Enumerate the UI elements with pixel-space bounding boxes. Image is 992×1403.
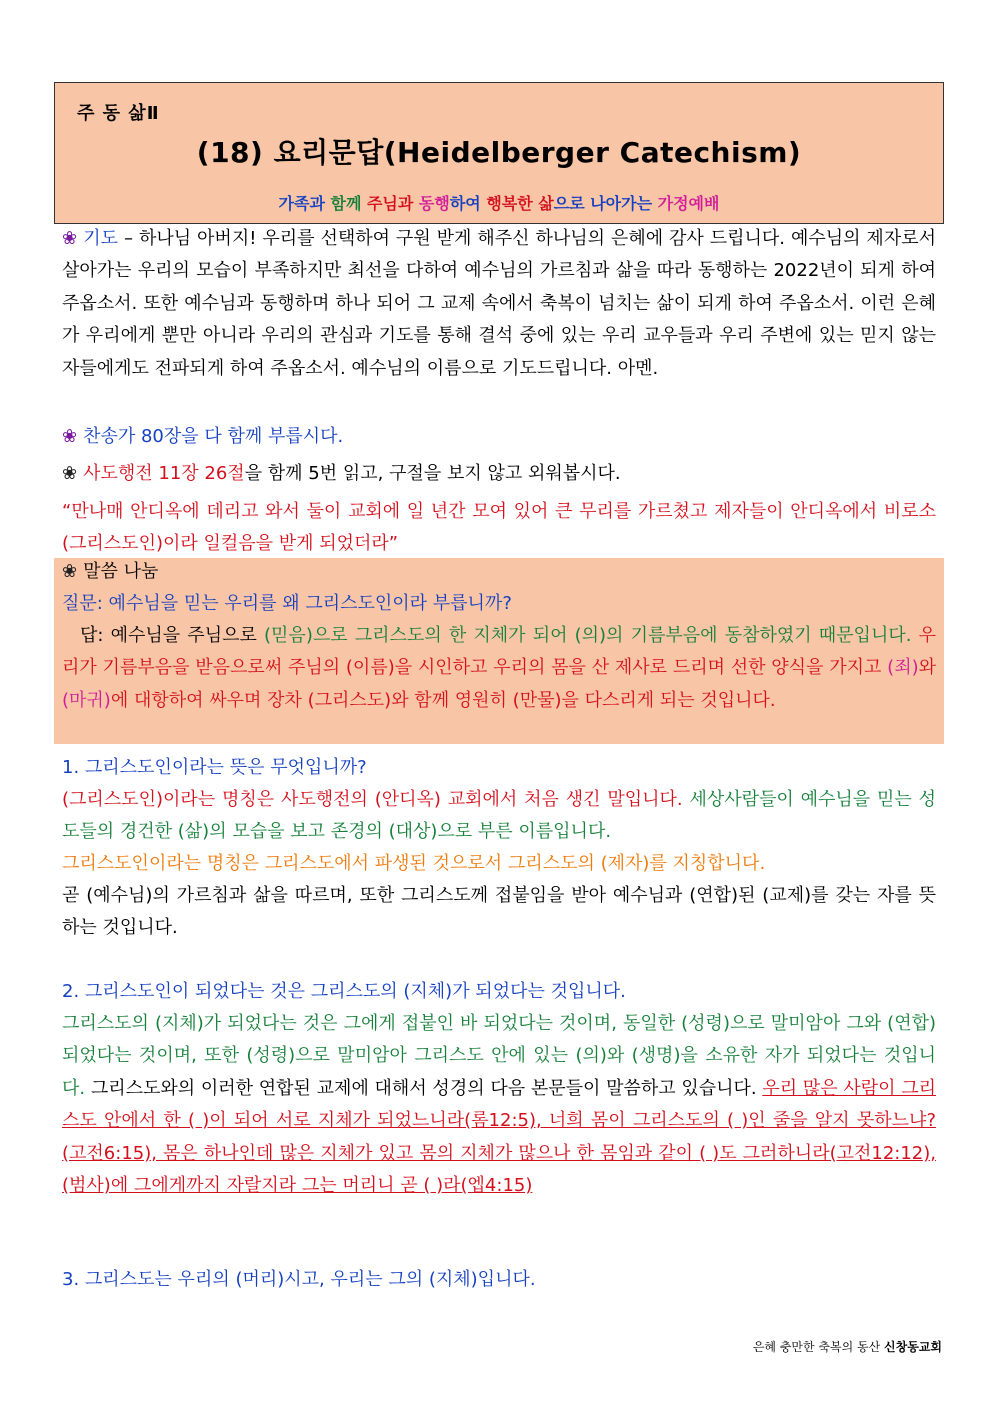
- memory-verse: “만나매 안디옥에 데리고 와서 둘이 교회에 일 년간 모여 있어 큰 무리를 가르쳤고 제자들이 안디옥에서 비로소 (그리스도인)이라 일컬음을 받게 되었더라”: [62, 501, 936, 555]
- prayer-text: – 하나님 아버지! 우리를 선택하여 구원 받게 해주신 하나님의 은혜에 감사 드립니다. 예수님의 제자로서 살아가는 우리의 모습이 부족하지만 최선을 다하여 예수님의 가르침과 삶을 따라 동행하는 2022년이 되게 하여 주옵소서. 또한 예수님과 동행하며 하나 되어 그 교제 속에서 축복이 넘치는 삶이 되게 하여 주옵소서. 이런 은혜가 우리에게 뿐만 아니라 우리의 관심과 기도를 통해 결석 중에 있는 우리 교우들과 우리 주변에 있는 믿지 않는 자들에게도 전파되게 하여 주옵소서. 예수님의 이름으로 기도드립니다. 아멘.: [62, 228, 936, 379]
- sharing-answer: 답: 예수님을 주님으로 (믿음)으로 그리스도의 한 지체가 되어 (의)의 기름부음에 동참하였기 때문입니다. 우리가 기름부음을 받음으로써 주님의 (이름)을 시인하고 우리의 몸을 산 제사로 드리며 선한 양식을 가지고 (죄)와 (마귀)에 대항하여 싸우며 장차 (그리스도)와 함께 영원히 (만물)을 다스리게 되는 것입니다.: [62, 625, 936, 711]
- flower-icon: ❀: [62, 463, 78, 484]
- flower-icon: ❀: [62, 426, 78, 447]
- church-name: 신창동교회: [884, 1340, 942, 1354]
- section2-heading: 2. 그리스도인이 되었다는 것은 그리스도의 (지체)가 되었다는 것입니다.: [62, 981, 626, 1002]
- sharing-heading: ❀ 말씀 나눔: [62, 561, 159, 582]
- section1-body-b: 그리스도인이라는 명칭은 그리스도에서 파생된 것으로서 그리스도의 (제자)를 지칭합니다.: [62, 853, 766, 874]
- prayer-label: 기도: [83, 228, 119, 249]
- section2-body: 그리스도의 (지체)가 되었다는 것은 그에게 접붙인 바 되었다는 것이며, 동일한 (성령)으로 말미암아 그와 (연합)되었다는 것이며, 또한 (성령)으로 말미암아 그리스도 안에 있는 (의)와 (생명)을 소유한 자가 되었다는 것입니다. 그리스도와의 이러한 연합된 교제에 대해서 성경의 다음 본문들이 말씀하고 있습니다. 우리 많은 사람이 그리스도 안에서 한 ( )이 되어 서로 지체가 되었느니라(롬12:5), 너희 몸이 그리스도의 ( )인 줄을 알지 못하느냐?(고전6:15), 몸은 하나인데 많은 지체가 있고 몸의 지체가 많으나 한 몸임과 같이 ( )도 그러하니라(고전12:12), (범사)에 그에게까지 자랄지라 그는 머리니 곧 ( )라(엡4:15): [62, 1013, 937, 1197]
- flower-icon: ❀: [62, 228, 78, 249]
- hymn-line: ❀ 찬송가 80장을 다 함께 부릅시다.: [62, 426, 344, 447]
- series-label: 주 동 삶Ⅱ: [77, 103, 160, 124]
- header-box: [54, 82, 944, 224]
- flower-icon: ❀: [62, 561, 78, 582]
- section3-heading: 3. 그리스도는 우리의 (머리)시고, 우리는 그의 (지체)입니다.: [62, 1269, 536, 1290]
- section1-body-c: 곧 (예수님)의 가르침과 삶을 따르며, 또한 그리스도께 접붙임을 받아 예수님과 (연합)된 (교제)를 갖는 자를 뜻하는 것입니다.: [62, 885, 936, 939]
- footer: 은혜 충만한 축복의 동산 신창동교회: [752, 1340, 942, 1354]
- scripture-references: 우리 많은 사람이 그리스도 안에서 한 ( )이 되어 서로 지체가 되었느니라(롬12:5), 너희 몸이 그리스도의 ( )인 줄을 알지 못하느냐?(고전6:15), 몸은 하나인데 많은 지체가 있고 몸의 지체가 많으나 한 몸임과 같이 ( )도 그러하니라(고전12:12), (범사)에 그에게까지 자랄지라 그는 머리니 곧 ( )라(엡4:15): [62, 1077, 937, 1197]
- sharing-question: 질문: 예수님을 믿는 우리를 왜 그리스도인이라 부릅니까?: [62, 593, 512, 614]
- page-title: (18) 요리문답(Heidelberger Catechism): [196, 136, 802, 169]
- memory-reference: 사도행전 11장 26절: [83, 463, 245, 484]
- section1-body-a: (그리스도인)이라는 명칭은 사도행전의 (안디옥) 교회에서 처음 생긴 말입니다. 세상사람들이 예수님을 믿는 성도들의 경건한 (삶)의 모습을 보고 존경의 (대상)으로 부른 이름입니다.: [62, 789, 936, 843]
- section1-heading: 1. 그리스도인이라는 뜻은 무엇입니까?: [62, 757, 367, 778]
- tagline: 가족과 함께 주님과 동행하여 행복한 삶으로 나아가는 가정예배: [278, 194, 720, 213]
- memory-line: ❀ 사도행전 11장 26절을 함께 5번 읽고, 구절을 보지 않고 외워봅시다.: [62, 463, 621, 484]
- prayer-paragraph: [62, 223, 936, 385]
